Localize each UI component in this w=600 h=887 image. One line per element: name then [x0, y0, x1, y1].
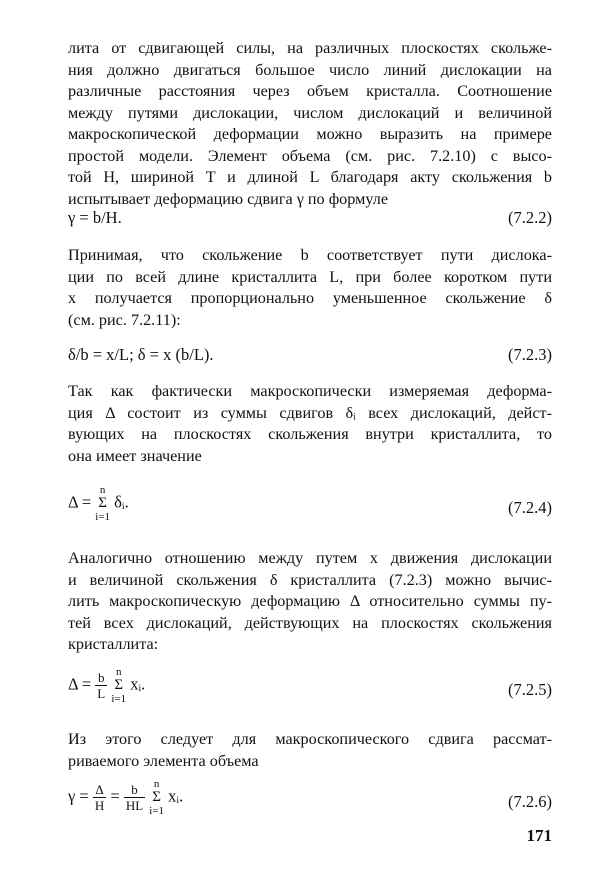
sigma-symbol: Σ: [152, 789, 162, 805]
paragraph-3: [68, 381, 552, 467]
equation-number: (7.2.6): [508, 792, 552, 811]
equation-7-2-2: [68, 208, 552, 248]
sum-lower-limit: i=1: [95, 511, 111, 523]
fraction: [93, 782, 106, 813]
equation-formula: [68, 666, 145, 705]
fraction-numerator: Δ: [95, 782, 104, 797]
sum-upper-limit: n: [99, 484, 106, 496]
equation-number: (7.2.2): [508, 208, 552, 227]
equation-formula: δ/b = x/L; δ = x (b/L).: [68, 345, 214, 364]
sum-upper-limit: n: [115, 666, 122, 678]
sum-operator: [149, 778, 164, 817]
text-line: (см. рис. 7.2.11):: [68, 310, 181, 329]
text-line: и величиной скольжения δ кристаллита (7.2.3) можно вычис-: [68, 570, 552, 589]
equation-7-2-6: [68, 778, 552, 818]
equation-7-2-4: [68, 484, 552, 524]
equation-formula: [68, 484, 129, 523]
equation-lhs: γ =: [68, 786, 89, 806]
sum-term: δᵢ.: [114, 492, 129, 512]
fraction: [95, 670, 107, 701]
text-line: Принимая, что скольжение b соответствует пути дислока-: [68, 246, 552, 264]
fraction-denominator: L: [97, 686, 106, 701]
text-line: той H, шириной T и длиной L благодаря акту скольжения b: [68, 168, 552, 186]
text-line: простой модели. Элемент объема (см. рис. 7.2.10) с высо-: [68, 146, 552, 165]
text-line: лить макроскопическую деформацию Δ относительно суммы пу-: [68, 592, 552, 610]
sum-term: xᵢ.: [130, 674, 146, 694]
fraction-denominator: HL: [125, 798, 144, 813]
equation-number: (7.2.4): [508, 498, 552, 517]
equation-number: (7.2.3): [508, 345, 552, 364]
sum-lower-limit: i=1: [149, 805, 165, 817]
fraction-numerator: b: [97, 670, 105, 685]
paragraph-1: [68, 38, 552, 210]
text-line: ния должно двигаться большое число линий дислокации на: [68, 60, 552, 79]
text-line: испытывает деформацию сдвига γ по формуле: [68, 189, 389, 208]
sum-lower-limit: i=1: [111, 693, 127, 705]
text-line: вующих на плоскостях скольжения внутри кристаллита, то: [68, 425, 552, 443]
text-line: ции по всей длине кристаллита L, при более коротком пути: [68, 267, 552, 286]
sum-term: xᵢ.: [168, 786, 184, 806]
equation-lhs: Δ =: [68, 492, 92, 512]
sigma-symbol: Σ: [98, 495, 108, 511]
fraction-numerator: b: [131, 782, 138, 797]
equation-lhs: Δ =: [68, 674, 92, 694]
text-line: макроскопической деформации можно выразить на примере: [68, 125, 552, 143]
text-line: риваемого элемента объема: [68, 751, 259, 770]
text-line: Из этого следует для макроскопического сдвига рассмат-: [68, 730, 552, 748]
text-line: ция Δ состоит из суммы сдвигов δᵢ всех дислокаций, дейст-: [68, 403, 552, 422]
equation-formula: [68, 778, 183, 817]
equation-formula: γ = b/H.: [68, 208, 122, 227]
text-line: Аналогично отношению между путем x движения дислокации: [68, 549, 552, 567]
text-line: Так как фактически макроскопически измеряемая деформа-: [68, 382, 552, 400]
equals-sign: =: [110, 786, 120, 806]
text-line: x получается пропорционально уменьшенное скольжение δ: [68, 289, 552, 307]
paragraph-4: [68, 548, 552, 656]
text-line: она имеет значение: [68, 446, 202, 465]
equation-7-2-5: [68, 666, 552, 706]
text-line: различные расстояния через объем кристалла. Соотношение: [68, 82, 552, 100]
sum-upper-limit: n: [153, 778, 160, 790]
text-line: между путями дислокации, числом дислокаций и величиной: [68, 103, 552, 122]
text-line: тей всех дислокаций, действующих на плоскостях скольжения: [68, 613, 552, 632]
fraction: [124, 782, 145, 813]
paragraph-5: [68, 729, 552, 772]
sum-operator: [111, 666, 126, 705]
sum-operator: [95, 484, 110, 523]
equation-7-2-3: [68, 345, 552, 385]
text-line: кристаллита:: [68, 635, 159, 653]
page-number: 171: [526, 826, 552, 845]
fraction-denominator: H: [94, 798, 105, 813]
paragraph-2: [68, 245, 552, 331]
equation-number: (7.2.5): [508, 680, 552, 699]
sigma-symbol: Σ: [114, 677, 124, 693]
text-line: лита от сдвигающей силы, на различных плоскостях скольже-: [68, 39, 552, 57]
